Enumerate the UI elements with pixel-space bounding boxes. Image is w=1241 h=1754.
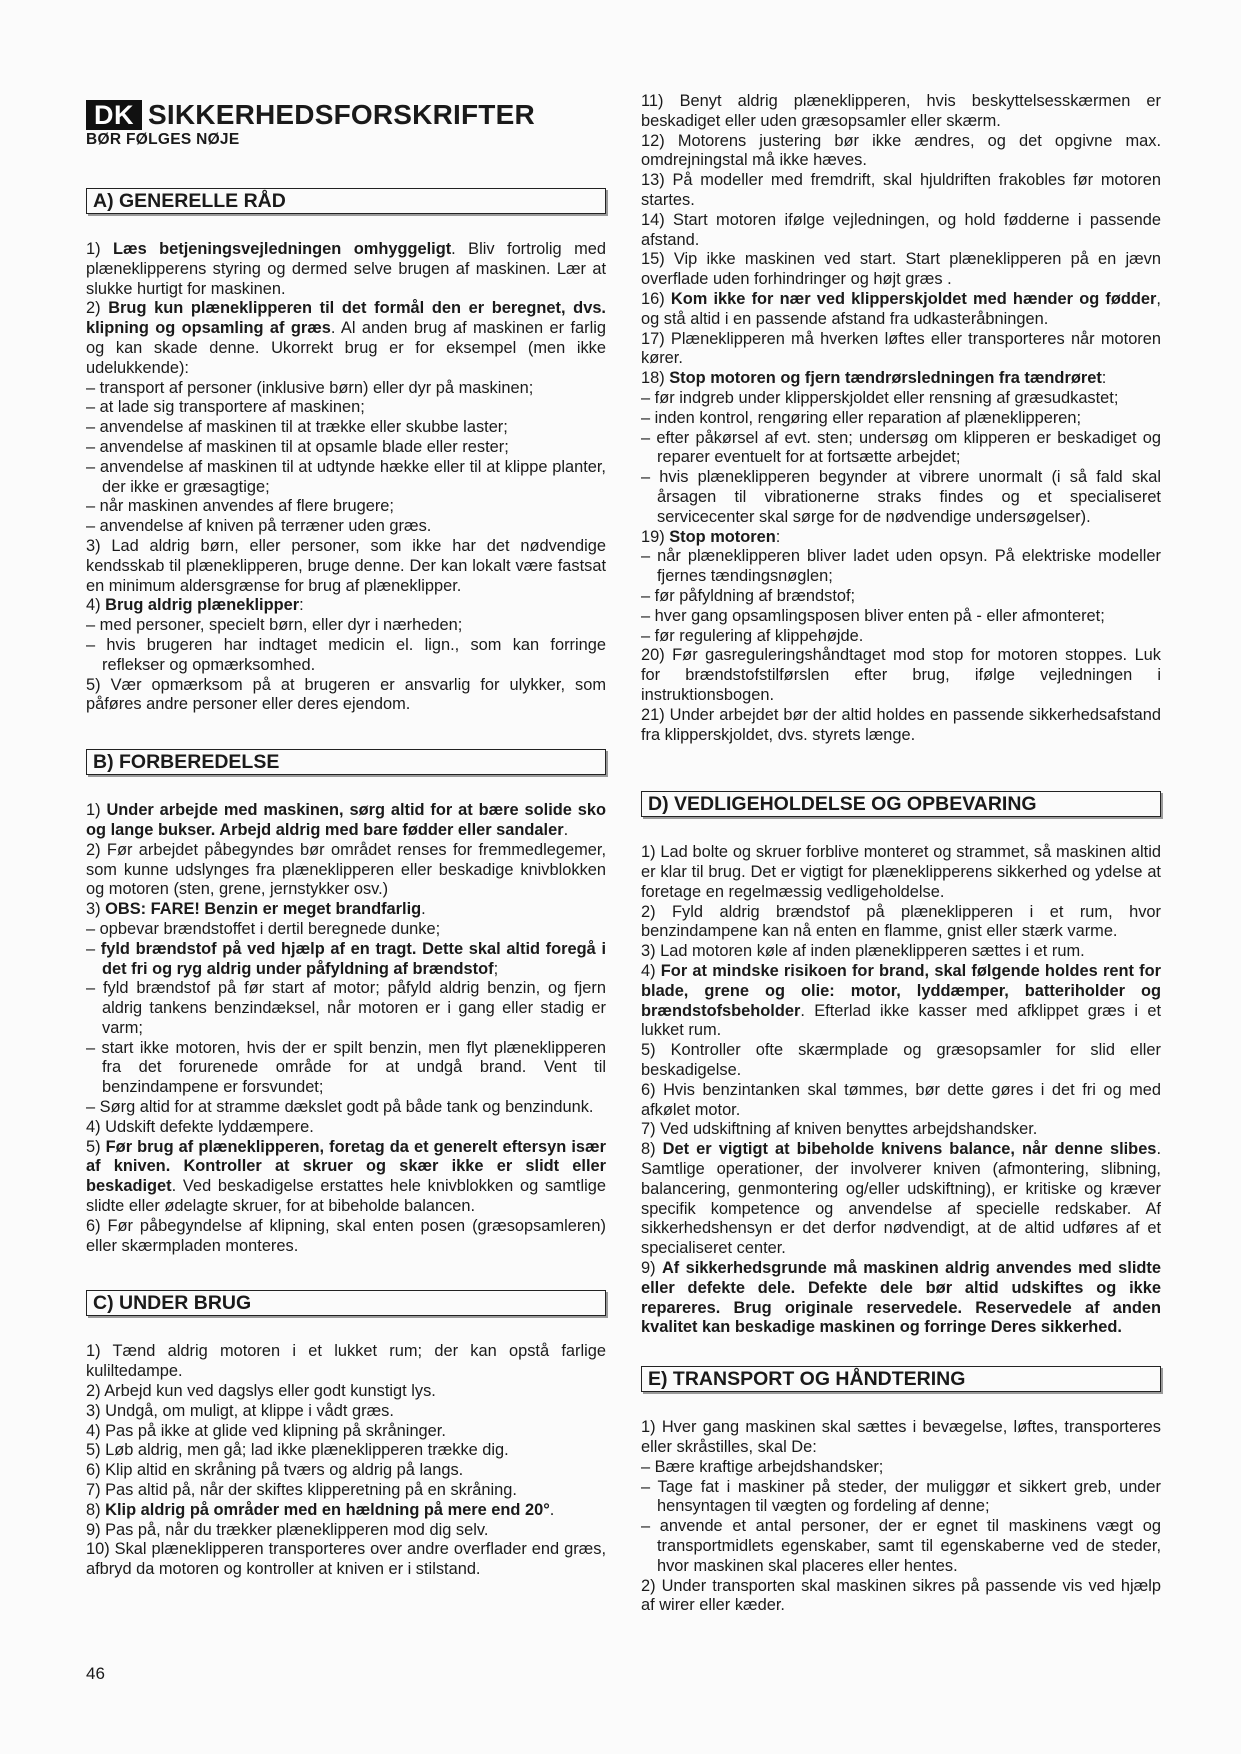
paragraph-item (641, 1458, 1161, 1478)
section-d-heading: D) VEDLIGEHOLDELSE OG OPBEVARING (641, 791, 1161, 817)
text: 5) Løb aldrig, men gå; lad ikke plæneklipperen trække dig. (86, 1441, 509, 1460)
paragraph-item (641, 389, 1161, 409)
paragraph-item (86, 1098, 606, 1118)
text: – anvendelse af maskinen til at trække eller skubbe laster; (86, 418, 508, 437)
paragraph-item (86, 1481, 606, 1501)
text: – når plæneklipperen bliver ladet uden opsyn. På elektriske modeller fjernes tændingsnøglen; (641, 547, 1161, 586)
bold-text: Klip aldrig på områder med en hældning på mere end 20° (105, 1500, 550, 1519)
paragraph-item (641, 942, 1161, 962)
paragraph-item (86, 1441, 606, 1461)
section-b-items (86, 801, 606, 1256)
paragraph-item (86, 596, 606, 616)
text: 21) Under arbejdet bør der altid holdes en passende sikkerhedsafstand fra klipperskjoldet, dvs. styrets længe. (641, 705, 1161, 744)
paragraph-item (641, 1081, 1161, 1121)
paragraph-item (86, 979, 606, 1038)
paragraph-item (86, 1118, 606, 1138)
text: 10) Skal plæneklipperen transporteres over andre overflader end græs, afbryd da motoren og kontroller at kniven er i stilstand. (86, 1540, 606, 1579)
paragraph-item (86, 1039, 606, 1098)
text: 2) (86, 299, 109, 318)
paragraph-item (86, 940, 606, 980)
text: : (1101, 369, 1107, 388)
text: – når maskinen anvendes af flere brugere; (86, 497, 394, 516)
paragraph-item (641, 330, 1161, 370)
paragraph-item (86, 920, 606, 940)
text: 17) Plæneklipperen må hverken løftes eller transporteres når motoren kører. (641, 329, 1161, 368)
paragraph-item (86, 1138, 606, 1217)
text: 4) (641, 962, 661, 981)
paragraph-item (641, 1259, 1161, 1338)
paragraph-item (641, 962, 1161, 1041)
paragraph-item (641, 1418, 1161, 1458)
paragraph-item (641, 369, 1161, 389)
text: – Bære kraftige arbejdshandsker; (641, 1457, 884, 1476)
bold-text: Før brug af plæneklipperen, foretag da et generelt eftersyn især af kniven. Kontroller at skruer og skær ikke er slidt eller beskadiget (86, 1137, 606, 1196)
text: 4) Udskift defekte lyddæmpere. (86, 1117, 314, 1136)
paragraph-item (641, 1517, 1161, 1576)
paragraph-item (641, 468, 1161, 527)
paragraph-item (641, 1120, 1161, 1140)
paragraph-item (641, 171, 1161, 211)
text: 19) (641, 527, 670, 546)
paragraph-item (86, 1540, 606, 1580)
section-c-items-continued (641, 92, 1161, 745)
text: , og stå altid i en passende afstand fra udkasteråbningen. (641, 289, 1161, 328)
text: 4) (86, 596, 106, 615)
text: 12) Motorens justering bør ikke ændres, og det opgivne max. omdrejningstal må ikke hæves. (641, 131, 1161, 170)
text: – opbevar brændstoffet i dertil beregnede dunke; (86, 919, 441, 938)
text: . (563, 820, 569, 839)
text: – efter påkørsel af evt. sten; undersøg om klipperen er beskadiget og reparer eventuelt for at fortsætte arbejdet; (641, 428, 1161, 467)
text: – Tage fat i maskiner på steder, der muliggør et sikkert greb, under hensyntagen til vægten og fordeling af denne; (641, 1477, 1161, 1516)
section-e-items (641, 1418, 1161, 1616)
text: 16) (641, 289, 671, 308)
text: – anvendelse af maskinen til at udtynde hække eller til at klippe planter, der ikke er græsagtige; (86, 457, 606, 496)
text: 1) (86, 801, 107, 820)
left-column (86, 100, 606, 1580)
paragraph-item (86, 1342, 606, 1382)
text: : (775, 527, 781, 546)
text: – hvis brugeren har indtaget medicin el. lign., som kan forringe reflekser og opmærksomhed. (86, 635, 606, 674)
paragraph-item (641, 1041, 1161, 1081)
paragraph-item (86, 1402, 606, 1422)
text: 1) (86, 240, 114, 258)
page-number: 46 (86, 1664, 105, 1683)
text: 8) (86, 1500, 106, 1519)
paragraph-item (86, 616, 606, 636)
paragraph-item (86, 398, 606, 418)
text: 5) Kontroller ofte skærmplade og græsopsamler for slid eller beskadigelse. (641, 1041, 1161, 1080)
text: 11) Benyt aldrig plæneklipperen, hvis beskyttelsesskærmen er beskadiget eller uden græsopsamler eller skærm. (641, 92, 1161, 130)
paragraph-item (641, 547, 1161, 587)
text: 1) Hver gang maskinen skal sættes i bevægelse, løftes, transporteres eller skråstilles, skal De: (641, 1418, 1161, 1457)
bold-text: Stop motoren og fjern tændrørsledningen fra tændrøret (669, 369, 1102, 388)
paragraph-item (641, 1577, 1161, 1617)
bold-text: Kom ikke for nær ved klipperskjoldet med hænder og fødder (670, 289, 1157, 308)
text: 20) Før gasreguleringshåndtaget mod stop for motoren stoppes. Luk for brændstofstilførslen efter brug, ifølge vejledningen i instruktionsbogen. (641, 646, 1161, 704)
text: 7) Pas altid på, når der skiftes klipperetning på en skråning. (86, 1481, 517, 1500)
text: – start ikke motoren, hvis der er spilt benzin, men flyt plæneklipperen fra det forurenede område for at undgå brand. Vent til benzindampene er forsvundet; (86, 1038, 606, 1097)
text: – anvendelse af maskinen til at opsamle blade eller rester; (86, 437, 509, 456)
text: – (86, 939, 101, 958)
paragraph-item (86, 1422, 606, 1442)
text: 1) Lad bolte og skruer forblive monteret og strammet, så maskinen altid er klar til brug. Det er vigtigt for plæneklipperens sikkerhed og ydelse at foretage en regelmæssig vedligeholdelse. (641, 843, 1161, 901)
text: – at lade sig transportere af maskinen; (86, 398, 365, 417)
text: 9) Pas på, når du trækker plæneklipperen mod dig selv. (86, 1520, 489, 1539)
bold-text: Stop motoren (669, 527, 776, 546)
text: . Ved beskadigelse erstattes hele knivblokken og samtlige slidte eller ødelagte skruer, for at bibeholde balancen. (86, 1177, 606, 1216)
text: – før indgreb under klipperskjoldet eller rensning af græsudkastet; (641, 388, 1119, 407)
text: 18) (641, 369, 670, 388)
bold-text: Af sikkerhedsgrunde må maskinen aldrig anvendes med slidte eller defekte dele. Defekte dele bør altid udskiftes og ikke repareres. Brug originale reservedele. Reservedele af anden kvalitet kan beskadige maskinen og forringe Deres sikkerhed. (641, 1259, 1161, 1337)
paragraph-item (641, 92, 1161, 132)
bold-text: Læs betjeningsvejledningen omhyggeligt (113, 240, 452, 258)
text: 5) Vær opmærksom på at brugeren er ansvarlig for ulykker, som påføres andre personer eller deres ejendom. (86, 675, 606, 714)
text: : (299, 596, 304, 615)
paragraph-item (641, 211, 1161, 251)
paragraph-item (86, 1501, 606, 1521)
text: 6) Før påbegyndelse af klipning, skal enten posen (græsopsamleren) eller skærmpladen monteres. (86, 1216, 606, 1255)
page-header (86, 100, 606, 188)
paragraph-item (86, 676, 606, 716)
text: 3) (86, 900, 106, 919)
paragraph-item (86, 497, 606, 517)
paragraph-item (641, 429, 1161, 469)
text: . (549, 1500, 555, 1519)
bold-text: OBS: FARE! Benzin er meget brandfarlig (105, 900, 422, 919)
text: . Efterlad ikke kasser med afklippet græs i et lukket rum. (641, 1001, 1161, 1040)
page-subtitle: BØR FØLGES NØJE (86, 131, 240, 148)
paragraph-item (641, 409, 1161, 429)
paragraph-item (86, 458, 606, 498)
text: 2) Fyld aldrig brændstof på plæneklipperen i et rum, hvor benzindampene kan nå enten en flamme, gnist eller stærk varme. (641, 902, 1161, 941)
text: 3) Lad motoren køle af inden plæneklipperen sættes i et rum. (641, 942, 1085, 961)
text: . Samtlige operationer, der involverer kniven (afmontering, slibning, balancering, genmontering og/eller udskiftning), er kritiske og kræver specifik kompetence og anvendelse af specielle redskaber. Af sikkerhedshensyn er det derfor nødvendigt, at de altid udføres af et specialiseret center. (641, 1140, 1161, 1258)
paragraph-item (86, 1217, 606, 1257)
bold-text: Det er vigtigt at bibeholde knivens balance, når denne slibes (662, 1140, 1157, 1159)
paragraph-item (641, 646, 1161, 705)
text: 4) Pas på ikke at glide ved klipning på skråninger. (86, 1421, 446, 1440)
paragraph-item (641, 528, 1161, 548)
paragraph-item (86, 841, 606, 900)
paragraph-item (641, 706, 1161, 746)
text: – hver gang opsamlingsposen bliver enten på - eller afmonteret; (641, 606, 1105, 625)
text: 6) Klip altid en skråning på tværs og aldrig på langs. (86, 1461, 464, 1480)
paragraph-item (86, 379, 606, 399)
paragraph-item (86, 1461, 606, 1481)
bold-text: Under arbejde med maskinen, sørg altid for at bære solide sko og lange bukser. Arbejd aldrig med bare fødder eller sandaler (86, 801, 606, 839)
paragraph-item (641, 250, 1161, 290)
text: 7) Ved udskiftning af kniven benyttes arbejdshandsker. (641, 1120, 1038, 1139)
text: . (421, 900, 426, 919)
bold-text: For at mindske risikoen for brand, skal følgende holdes rent for blade, grene og olie: motor, lyddæmper, batteriholder og brændstofsbeholder (641, 962, 1161, 1020)
paragraph-item (86, 900, 606, 920)
section-d-items (641, 843, 1161, 1338)
paragraph-item (641, 1478, 1161, 1518)
section-c-items (86, 1342, 606, 1580)
text: 6) Hvis benzintanken skal tømmes, bør dette gøres i det fri og med afkølet motor. (641, 1080, 1161, 1119)
paragraph-item (86, 418, 606, 438)
text: – transport af personer (inklusive børn) eller dyr på maskinen; (86, 378, 534, 397)
bold-text: fyld brændstof på ved hjælp af en tragt. Dette skal altid foregå i det fri og ryg aldrig under påfyldning af brændstof (100, 939, 606, 978)
paragraph-item (86, 517, 606, 537)
paragraph-item (641, 132, 1161, 172)
text: 2) Før arbejdet påbegyndes bør området renses for fremmedlegemer, som kunne udslynges fra plæneklipperen eller beskadige knivblokken og motoren (sten, grene, jernstykker osv.) (86, 840, 606, 899)
paragraph-item (641, 607, 1161, 627)
text: 15) Vip ikke maskinen ved start. Start plæneklipperen på en jævn overflade uden forhindringer og højt græs . (641, 250, 1161, 289)
text: 2) Arbejd kun ved dagslys eller godt kunstigt lys. (86, 1382, 436, 1401)
text: 1) Tænd aldrig motoren i et lukket rum; der kan opstå farlige kuliltedampe. (86, 1342, 606, 1381)
paragraph-item (86, 1521, 606, 1541)
paragraph-item (641, 903, 1161, 943)
page-title: SIKKERHEDSFORSKRIFTER (148, 99, 535, 131)
right-column (641, 92, 1161, 1616)
text: 13) På modeller med fremdrift, skal hjuldriften frakobles før motoren startes. (641, 171, 1161, 209)
paragraph-item (86, 438, 606, 458)
paragraph-item (641, 1140, 1161, 1259)
paragraph-item (641, 290, 1161, 330)
text: – før regulering af klippehøjde. (641, 626, 864, 645)
text: – med personer, specielt børn, eller dyr i nærheden; (86, 616, 463, 635)
section-b-heading: B) FORBEREDELSE (86, 749, 606, 775)
text: 2) Under transporten skal maskinen sikres på passende vis ved hjælp af wirer eller kæder. (641, 1576, 1161, 1615)
section-c-heading: C) UNDER BRUG (86, 1290, 606, 1316)
paragraph-item (641, 627, 1161, 647)
section-e-heading: E) TRANSPORT OG HÅNDTERING (641, 1366, 1161, 1392)
text: 3) Undgå, om muligt, at klippe i vådt græs. (86, 1401, 394, 1420)
text: 3) Lad aldrig børn, eller personer, som ikke har det nødvendige kendsskab til plæneklipperen, bruge denne. Der kan lokalt være fastsat en minimum aldersgrænse for brug af plæneklipper. (86, 536, 606, 595)
text: – hvis plæneklipperen begynder at vibrere unormalt (i så fald skal årsagen til vibrationerne straks findes og et specialiseret servicecenter skal sørge for de nødvendige undersøgelser). (641, 468, 1161, 526)
paragraph-item (86, 299, 606, 378)
text: – anvende et antal personer, der er egnet til maskinens vægt og transportmidlets egenskaber, samt til egenskaberne ved de steder, hvor maskinen skal placeres eller hentes. (641, 1517, 1161, 1575)
text: – inden kontrol, rengøring eller reparation af plæneklipperen; (641, 408, 1082, 427)
bold-text: Brug kun plæneklipperen til det formål den er beregnet, dvs. klipning og opsamling af græs (86, 299, 606, 338)
paragraph-item (86, 801, 606, 841)
text: 14) Start motoren ifølge vejledningen, og hold fødderne i passende afstand. (641, 210, 1161, 249)
text: – anvendelse af kniven på terræner uden græs. (86, 517, 432, 536)
text: – fyld brændstof på før start af motor; påfyld aldrig benzin, og fjern aldrig tankens benzindæksel, når motoren er i gang eller stadig er varm; (86, 979, 606, 1037)
paragraph-item (641, 587, 1161, 607)
text: . Al anden brug af maskinen er farlig og kan skade denne. Ukorrekt brug er for eksempel (men ikke udelukkende): (86, 319, 606, 377)
text: ; (493, 959, 499, 978)
bold-text: Brug aldrig plæneklipper (105, 596, 300, 615)
paragraph-item (641, 843, 1161, 902)
text: – Sørg altid for at stramme dækslet godt på både tank og benzindunk. (86, 1098, 594, 1117)
text: 9) (641, 1259, 662, 1278)
paragraph-item (86, 240, 606, 299)
section-a-items (86, 240, 606, 715)
paragraph-item (86, 636, 606, 676)
text: . Bliv fortrolig med plæneklipperens styring og dermed selve brugen af maskinen. Lær at slukke hurtigt for maskinen. (86, 240, 606, 298)
text: 5) (86, 1137, 106, 1156)
text: 8) (641, 1140, 663, 1159)
language-badge: DK (86, 100, 142, 130)
text: – før påfyldning af brændstof; (641, 586, 856, 605)
section-a-heading: A) GENERELLE RÅD (86, 188, 606, 214)
paragraph-item (86, 1382, 606, 1402)
paragraph-item (86, 537, 606, 596)
